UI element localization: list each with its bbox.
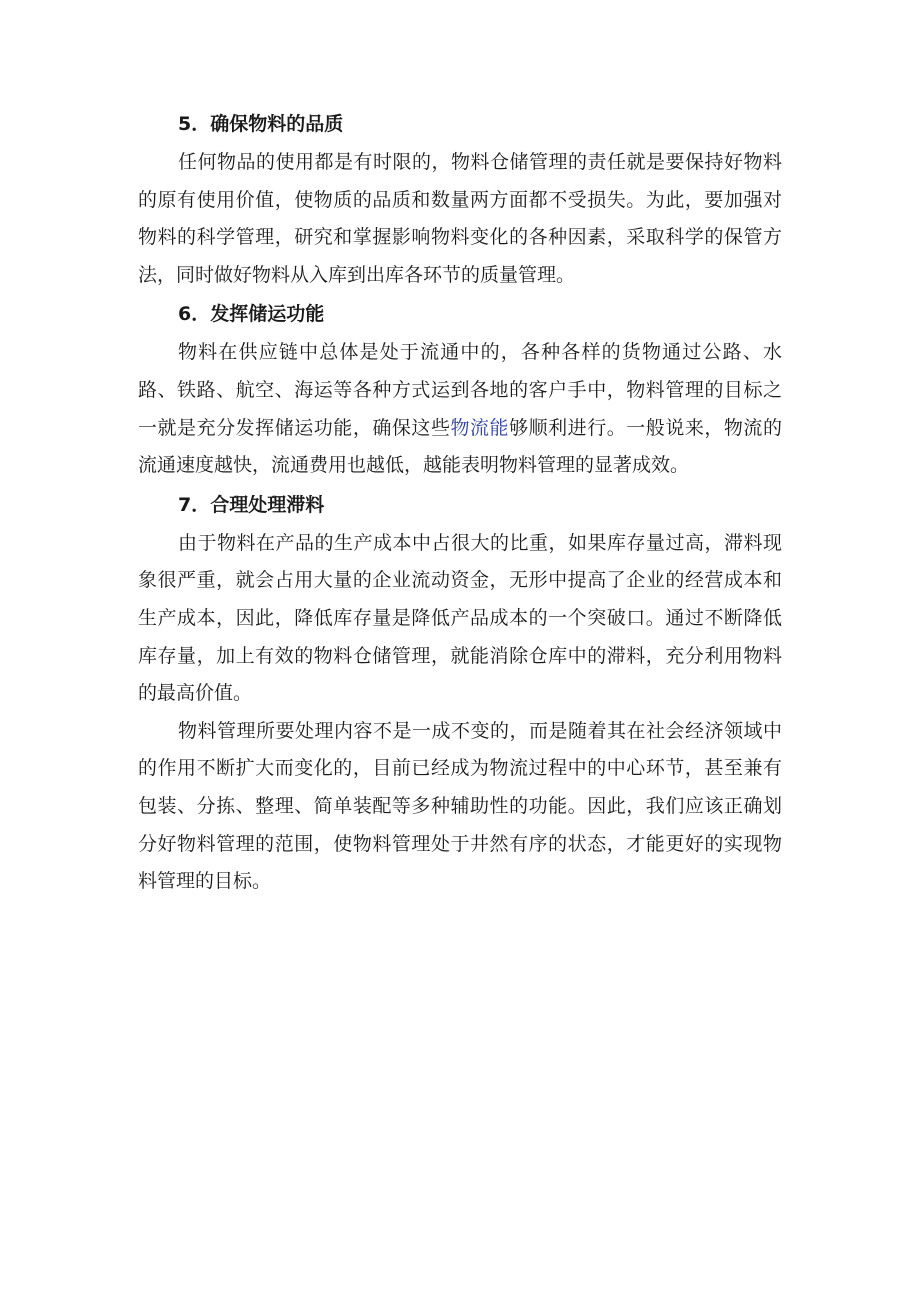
section-heading-6: 6．发挥储运功能	[178, 303, 325, 326]
section-paragraph-7: 由于物料在产品的生产成本中占很大的比重，如果库存量过高，滞料现象很严重，就会占用大量的企业流动资金，无形中提高了企业的经营成本和生产成本，因此，降低库存量是降低产品成本的一个突破口。通过不断降低库存量，加上有效的物料仓储管理，就能消除仓库中的滞料，充分利用物料的最高价值。	[138, 531, 782, 705]
document-page	[138, 104, 782, 901]
paragraph-text-after-link: 够顺利进行。一般说来，物流的流通速度越快，流通费用也越低，越能表明物料管理的显著成效。	[138, 416, 782, 477]
section-heading-5: 5．确保物料的品质	[178, 113, 344, 135]
section-paragraph-5: 任何物品的使用都是有时限的，物料仓储管理的责任就是要保持好物料的原有使用价值，使物质的品质和数量两方面都不受损失。为此，要加强对物料的科学管理，研究和掌握影响物料变化的各种因素，采取科学的保管方法，同时做好物料从入库到出库各环节的质量管理。	[138, 151, 782, 286]
logistics-link[interactable]: 物流能	[450, 416, 510, 439]
section-heading-7: 7．合理处理滞料	[178, 493, 325, 516]
section-paragraph-6	[138, 334, 782, 484]
closing-paragraph: 物料管理所要处理内容不是一成不变的，而是随着其在社会经济领域中的作用不断扩大而变化的，目前已经成为物流过程中的中心环节，甚至兼有包装、分拣、整理、简单装配等多种辅助性的功能。因此，我们应该正确划分好物料管理的范围，使物料管理处于井然有序的状态，才能更好的实现物料管理的目标。	[138, 719, 782, 893]
paragraph-text-before-link: 物料在供应链中总体是处于流通中的，各种各样的货物通过公路、水路、铁路、航空、海运等各种方式运到各地的客户手中，物料管理的目标之一就是充分发挥储运功能，确保这些	[138, 341, 782, 439]
